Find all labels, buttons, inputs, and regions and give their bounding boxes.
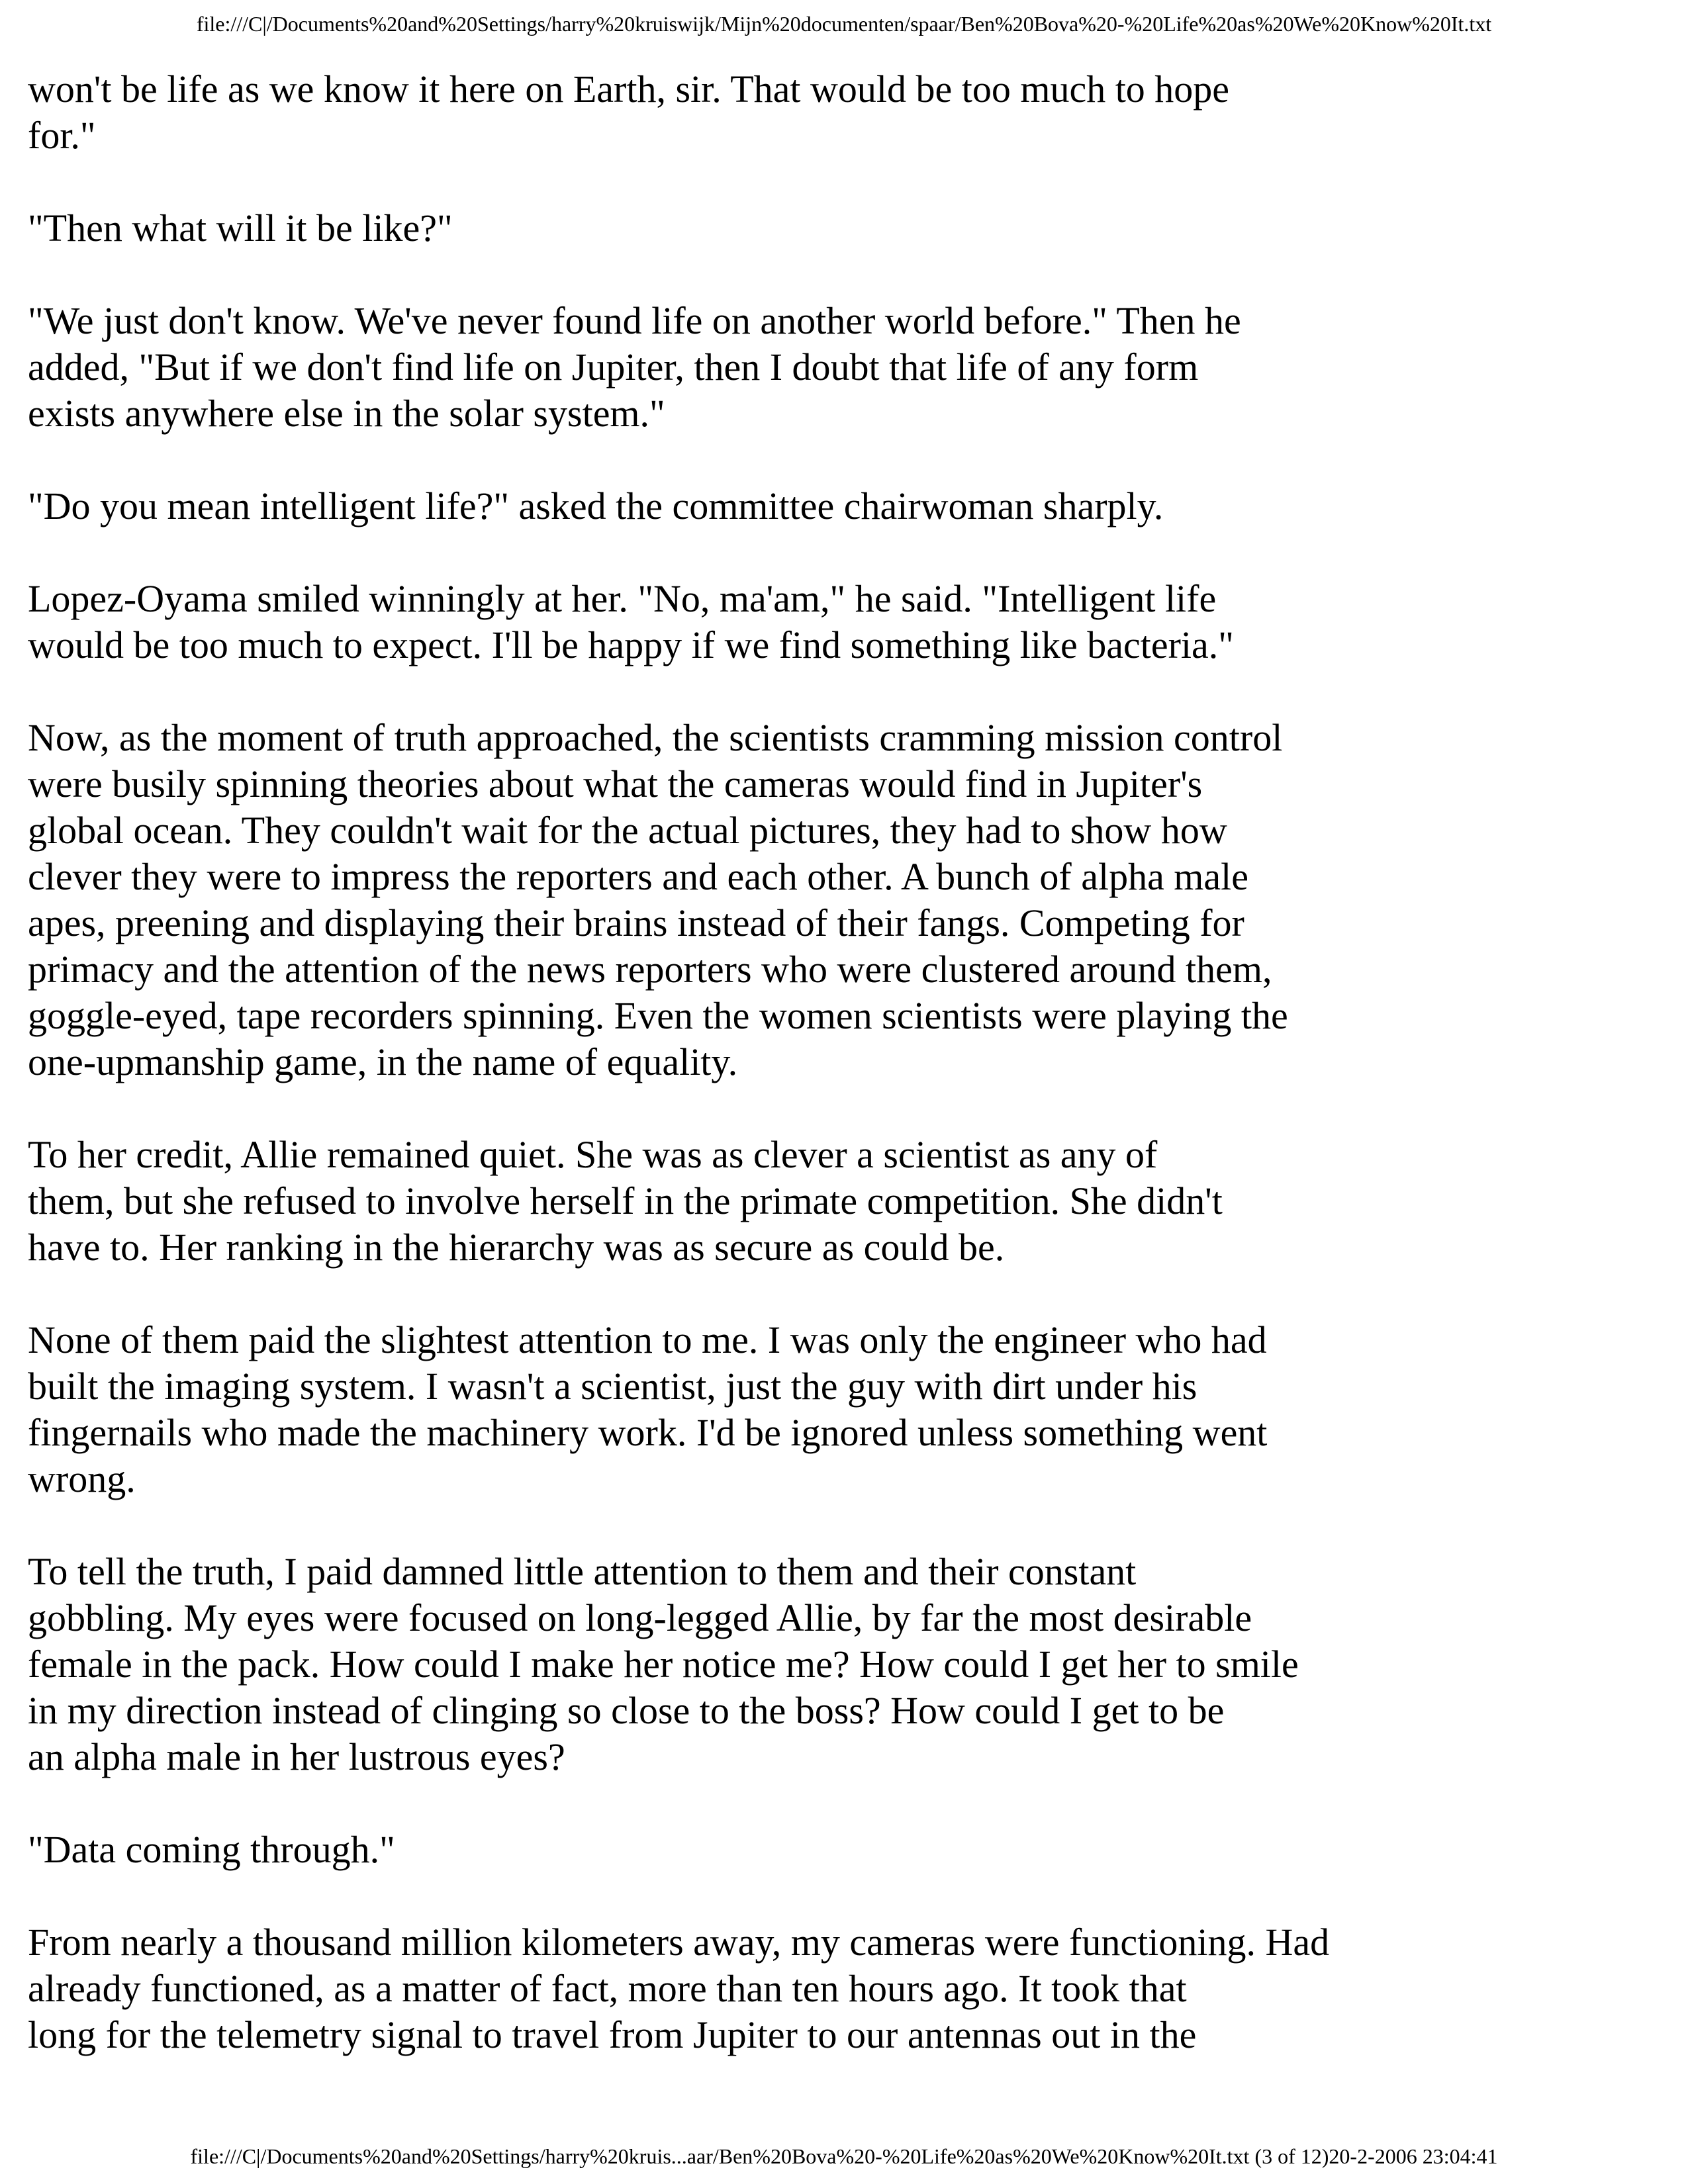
text-line: have to. Her ranking in the hierarchy was as secure as could be. — [28, 1226, 1005, 1269]
text-line: won't be life as we know it here on Earth, sir. That would be too much to hope — [28, 68, 1230, 111]
text-line: would be too much to expect. I'll be happy if we find something like bacteria." — [28, 623, 1234, 666]
text-line: were busily spinning theories about what the cameras would find in Jupiter's — [28, 762, 1203, 805]
text-line: "Then what will it be like?" — [28, 206, 453, 250]
text-line: primacy and the attention of the news reporters who were clustered around them, — [28, 948, 1272, 991]
paragraph — [28, 66, 1352, 159]
text-line: Lopez-Oyama smiled winningly at her. "No, ma'am," he said. "Intelligent life — [28, 577, 1217, 620]
text-line: already functioned, as a matter of fact, more than ten hours ago. It took that — [28, 1967, 1187, 2010]
text-line: fingernails who made the machinery work. I'd be ignored unless something went — [28, 1411, 1268, 1454]
paragraph — [28, 1549, 1352, 1780]
text-line: wrong. — [28, 1457, 136, 1500]
text-line: apes, preening and displaying their brains instead of their fangs. Competing for — [28, 901, 1244, 944]
paragraph — [28, 1919, 1352, 2058]
text-line: "Data coming through." — [28, 1828, 395, 1871]
text-line: long for the telemetry signal to travel from Jupiter to our antennas out in the — [28, 2013, 1197, 2056]
text-line: exists anywhere else in the solar system." — [28, 392, 665, 435]
text-line: female in the pack. How could I make her notice me? How could I get her to smile — [28, 1643, 1299, 1686]
page-footer-path: file:///C|/Documents%20and%20Settings/harry%20kruis...aar/Ben%20Bova%20-%20Life%20as%20We%20Know%20It.txt (3 of 12)20-2-2006 23:04:41 — [190, 2144, 1498, 2168]
document-body — [28, 66, 1352, 2105]
paragraph — [28, 1132, 1352, 1271]
text-line: "Do you mean intelligent life?" asked the committee chairwoman sharply. — [28, 484, 1164, 527]
text-line: clever they were to impress the reporters and each other. A bunch of alpha male — [28, 855, 1249, 898]
paragraph — [28, 298, 1352, 437]
text-line: global ocean. They couldn't wait for the actual pictures, they had to show how — [28, 809, 1227, 852]
text-line: "We just don't know. We've never found life on another world before." Then he — [28, 299, 1241, 342]
text-line: one-upmanship game, in the name of equality. — [28, 1040, 738, 1083]
text-line: From nearly a thousand million kilometers away, my cameras were functioning. Had — [28, 1921, 1330, 1964]
text-line: built the imaging system. I wasn't a scientist, just the guy with dirt under his — [28, 1365, 1197, 1408]
text-line: in my direction instead of clinging so close to the boss? How could I get to be — [28, 1689, 1225, 1732]
text-line: Now, as the moment of truth approached, the scientists cramming mission control — [28, 716, 1283, 759]
paragraph — [28, 1827, 1352, 1873]
text-line: gobbling. My eyes were focused on long-legged Allie, by far the most desirable — [28, 1596, 1252, 1639]
paragraph — [28, 483, 1352, 529]
text-line: goggle-eyed, tape recorders spinning. Even the women scientists were playing the — [28, 994, 1288, 1037]
text-line: an alpha male in her lustrous eyes? — [28, 1735, 565, 1778]
text-line: them, but she refused to involve herself in the primate competition. She didn't — [28, 1179, 1223, 1222]
text-line: To tell the truth, I paid damned little attention to them and their constant — [28, 1550, 1137, 1593]
paragraph — [28, 715, 1352, 1085]
text-line: None of them paid the slightest attention to me. I was only the engineer who had — [28, 1318, 1267, 1361]
paragraph — [28, 576, 1352, 668]
text-line: added, "But if we don't find life on Jupiter, then I doubt that life of any form — [28, 345, 1199, 388]
paragraph — [28, 205, 1352, 251]
paragraph — [28, 1317, 1352, 1502]
text-line: To her credit, Allie remained quiet. She was as clever a scientist as any of — [28, 1133, 1158, 1176]
text-line: for." — [28, 114, 96, 157]
page-header-path: file:///C|/Documents%20and%20Settings/harry%20kruiswijk/Mijn%20documenten/spaar/Ben%20Bova%20-%20Life%20as%20We%20Know%20It.txt — [196, 12, 1492, 36]
